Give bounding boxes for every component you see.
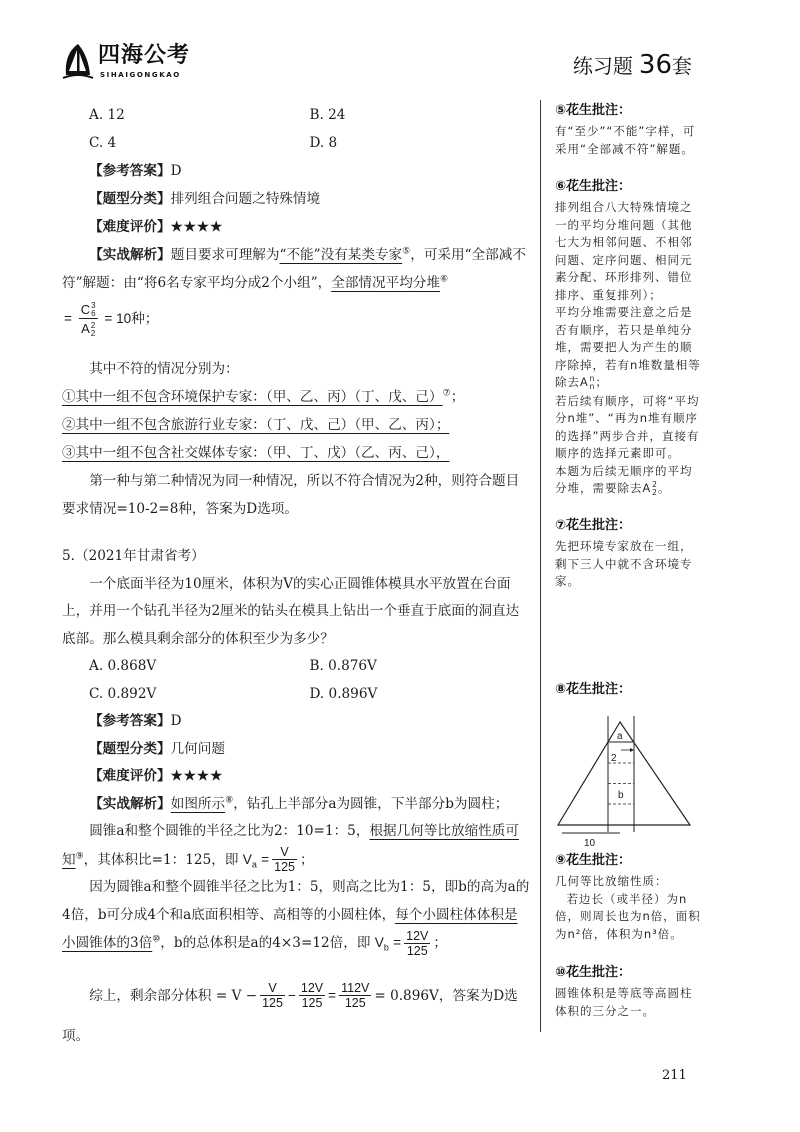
annotation-text: 先把环境专家放在一组，剩下三人中就不含环境专家。 — [555, 539, 693, 588]
arrangement-symbol: A — [81, 321, 90, 337]
annotation-title: ⑨花生批注： — [555, 853, 632, 868]
underlined-text: 每个小圆柱体体积是小圆锥体的3倍 — [62, 906, 518, 951]
question-5-block — [62, 543, 530, 1056]
annotation-text: 有“至少”“不能”字样，可采用“全部减不符”解题。 — [555, 124, 696, 156]
answer-value: D — [170, 713, 182, 729]
arrangement-symbol: A — [580, 377, 589, 389]
analysis-label: 【实战解析】 — [89, 795, 171, 812]
annotation-8 — [555, 680, 703, 702]
answer-label: 【参考答案】 — [89, 713, 171, 729]
q5-analysis-summary — [62, 976, 530, 1056]
fraction-numerator: V — [268, 981, 277, 995]
case-1 — [62, 383, 530, 411]
annotation-title: ⑤花生批注： — [555, 103, 632, 118]
arrangement-symbol: A — [642, 483, 652, 495]
combination-symbol: C — [80, 301, 91, 317]
q4-option-c: C. 4 — [89, 135, 117, 151]
formula-equals: = — [64, 311, 72, 326]
logo-pinyin-name: SIHAIGONGKAO — [100, 71, 181, 79]
annotation-text-part: 。 — [657, 481, 671, 495]
difficulty-label: 【难度评价】 — [89, 768, 171, 784]
fraction-denominator: 125 — [339, 995, 371, 1010]
question-4-block — [62, 101, 530, 523]
q4-option-a: A. 12 — [89, 107, 125, 123]
type-label: 【题型分类】 — [89, 740, 171, 757]
sail-logo-icon — [62, 42, 94, 80]
annotation-7 — [555, 516, 703, 591]
difficulty-label: 【难度评价】 — [89, 219, 171, 235]
spacer — [62, 341, 530, 355]
q4-options-row — [62, 129, 530, 157]
label-radius-2: 2 — [611, 753, 617, 764]
annotation-title: ⑩花生批注： — [555, 965, 632, 980]
answer-label: 【参考答案】 — [89, 163, 171, 179]
superscript: 2 — [652, 480, 658, 489]
q4-conclusion: 第一种与第二种情况为同一种情况，所以不符合情况为2种，则符合题目要求情况=10-2=8种，答案为D选项。 — [62, 473, 520, 517]
fraction — [404, 930, 430, 958]
difficulty-stars: ★★★★ — [170, 219, 224, 235]
publisher-logo — [62, 40, 202, 86]
annotation-text: 若后续有顺序，可将“平均分n堆”、“再为n堆有顺序的选择”两步合并，直接有顺序的选择元素即可。 — [555, 393, 700, 460]
analysis-text: 因为圆锥a和整个圆锥半径之比为1：5，则高之比为1：5，即b的高为a的4倍，b可分成4个和a底面积相等、高相等的小圆柱体， — [62, 879, 530, 923]
case-2-text: ②其中一组不包含旅游行业专家：（丁、戊、己）（甲、乙、丙）； — [62, 417, 450, 433]
variable-subscript: b — [383, 942, 389, 953]
annotation-10 — [555, 963, 703, 1020]
fraction — [272, 846, 297, 874]
q4-option-b: B. 24 — [309, 107, 346, 123]
fraction — [260, 982, 285, 1010]
sup-sub-stack — [91, 302, 95, 318]
q4-formula — [62, 297, 530, 341]
annotation-text: 若边长（或半径）为n倍，则周长也为n倍，面积为n²倍，体积为n³倍。 — [555, 891, 701, 941]
superscript: 2 — [90, 320, 96, 330]
note-ref: ⑩ — [152, 934, 161, 945]
volume-variable — [374, 935, 389, 953]
note-ref: ⑥ — [440, 274, 449, 285]
annotation-title: ⑥花生批注： — [555, 179, 632, 194]
fraction — [299, 982, 325, 1010]
fraction-denominator — [79, 318, 98, 338]
book-section-title — [573, 50, 692, 81]
variable-base: V — [374, 935, 384, 950]
analysis-text: ； — [433, 935, 447, 951]
q5-option-c: C. 0.892V — [89, 685, 157, 702]
volume-variable — [242, 851, 257, 870]
case-3 — [62, 439, 530, 467]
q5-analysis-p3 — [62, 874, 530, 958]
q4-analysis-paragraph — [62, 241, 530, 297]
q5-options-row — [62, 653, 530, 681]
analysis-label: 【实战解析】 — [89, 247, 171, 263]
annotation-text-part: ； — [595, 375, 608, 389]
analysis-text: ，b的总体积是a的4×3=12倍，即 — [160, 935, 371, 951]
superscript: n — [589, 374, 596, 383]
title-prefix: 练习题 — [572, 54, 633, 78]
q5-difficulty-row — [62, 763, 530, 791]
fraction-numerator: V — [280, 845, 289, 859]
equals-sign: = — [261, 851, 270, 867]
q5-stem: 一个底面半径为10厘米，体积为V的实心正圆锥体模具水平放置在台面上，并用一个钻孔半径为2厘米的钻头在模具上钻出一个垂直于底面的洞直达底部。那么模具剩余部分的体积至少为多少？ — [62, 575, 520, 647]
annotation-text: 排列组合八大特殊情境之一的平均分堆问题（其他七大为相邻问题、不相邻问题、定序问题、相同元素分配、环形排列、错位排序、重复排列）； — [555, 200, 693, 302]
analysis-text: ，可采用“全部减不符”解题：由“将6名专家平均分成2个小组”， — [62, 247, 526, 291]
q5-option-d: D. 0.896V — [309, 685, 378, 702]
q4-type-row — [62, 185, 530, 213]
underlined-text: 根据几何等比放缩性质可知 — [62, 823, 519, 868]
analysis-text: 综上，剩余部分体积 = V − — [89, 987, 258, 1004]
combination-fraction — [79, 301, 98, 338]
cone-drill-diagram — [548, 712, 698, 850]
q5-options-row — [62, 681, 530, 709]
annotation-9 — [555, 851, 703, 943]
annotation-text: 几何等比放缩性质： — [555, 874, 668, 888]
q5-option-a: A. 0.868V — [89, 658, 157, 674]
annotation-5 — [555, 101, 703, 158]
logo-chinese-name: 四海公考 — [98, 43, 191, 68]
fraction-numerator: 12V — [300, 981, 324, 995]
variable-base: V — [242, 851, 252, 867]
q5-analysis-p1 — [62, 791, 530, 819]
annotation-title: ⑧花生批注： — [555, 682, 632, 697]
q5-title: 5.（2021年甘肃省考） — [62, 548, 205, 564]
analysis-text: ，钻孔上半部分a为圆锥，下半部分b为圆柱； — [233, 795, 509, 812]
sidebar-divider — [540, 100, 541, 1032]
fraction-numerator — [79, 301, 98, 319]
sup-sub-stack — [91, 322, 95, 338]
type-value: 几何问题 — [170, 740, 225, 757]
note-ref: ⑧ — [225, 794, 234, 805]
equals-sign: = — [328, 987, 337, 1003]
label-radius-10: 10 — [584, 838, 596, 849]
q4-option-d: D. 8 — [309, 135, 338, 151]
fraction-denominator: 125 — [274, 860, 295, 874]
case-3-text: ③其中一组不包含社交媒体专家：（甲、丁、戊）（乙、丙、己）， — [62, 445, 450, 461]
q4-answer-row — [62, 157, 530, 185]
superscript: 3 — [91, 301, 96, 311]
fraction — [339, 982, 371, 1010]
radius-arrowhead — [630, 748, 634, 752]
annotation-text-part: 本题为后续无顺序的平均分堆，需要除去 — [555, 463, 693, 495]
subscript: 2 — [652, 487, 658, 497]
difficulty-stars: ★★★★ — [170, 768, 224, 784]
annotation-title: ⑦花生批注： — [555, 518, 632, 533]
type-value: 排列组合问题之特殊情境 — [170, 191, 321, 207]
title-number: 36 — [638, 50, 672, 80]
equals-sign: = — [393, 935, 402, 950]
page-number: 211 — [662, 1068, 687, 1083]
underlined-text: 如图所示 — [170, 795, 226, 812]
q5-option-b: B. 0.876V — [309, 658, 377, 674]
label-cone-a: a — [617, 731, 623, 742]
formula-result: = 10种； — [104, 311, 159, 326]
cases-intro: 其中不符的情况分别为： — [89, 361, 239, 377]
annotation-text-part: 平均分堆需要注意之后是否有顺序，若只是单纯分堆，需要把人为产生的顺序除掉，若有n堆数量相等除去 — [555, 305, 701, 389]
q5-answer-row — [62, 708, 530, 736]
case-1-text: ①其中一组不包含环境保护专家：（甲、乙、丙）（丁、戊、己） — [62, 389, 443, 405]
q4-options-row — [62, 101, 530, 129]
note-ref: ⑨ — [75, 850, 84, 861]
q4-difficulty-row — [62, 213, 530, 241]
subscript: n — [589, 381, 596, 391]
minus-sign: − — [287, 987, 296, 1003]
analysis-text: ，其体积比=1：125，即 — [83, 851, 239, 868]
answer-value: D — [170, 163, 182, 179]
note-ref: ⑦ — [442, 388, 451, 399]
analysis-text: = 0.896V，答案为D选项。 — [62, 987, 518, 1044]
annotation-text: 圆锥体积是等底等高圆柱体积的三分之一。 — [555, 986, 693, 1018]
type-label: 【题型分类】 — [89, 191, 171, 207]
fraction-denominator: 125 — [404, 943, 430, 958]
annotation-6 — [555, 177, 703, 499]
analysis-text: 题目要求可理解为 — [170, 247, 280, 263]
annotation-text — [555, 463, 703, 499]
underlined-text: 全部情况平均分堆 — [331, 275, 440, 291]
case-1-end: ； — [450, 389, 465, 405]
underlined-text: “不能”没有某类专家 — [279, 247, 403, 263]
fraction-denominator: 125 — [299, 995, 325, 1010]
q5-analysis-p2 — [62, 818, 530, 874]
analysis-text: 圆锥a和整个圆锥的半径之比为2：10=1：5， — [89, 823, 370, 839]
note-ref: ⑤ — [402, 246, 411, 257]
q5-type-row — [62, 736, 530, 764]
variable-subscript: a — [251, 859, 257, 870]
cone-outline — [558, 722, 690, 825]
fraction-denominator: 125 — [262, 996, 283, 1010]
case-2 — [62, 411, 530, 439]
title-suffix: 套 — [672, 54, 692, 78]
annotation-text — [555, 304, 703, 393]
fraction-numerator: 12V — [406, 928, 429, 943]
fraction-numerator: 112V — [341, 981, 370, 995]
subscript: 6 — [91, 309, 96, 319]
label-cylinder-b: b — [618, 790, 624, 801]
analysis-text: ； — [299, 851, 314, 868]
subscript: 2 — [90, 328, 96, 338]
